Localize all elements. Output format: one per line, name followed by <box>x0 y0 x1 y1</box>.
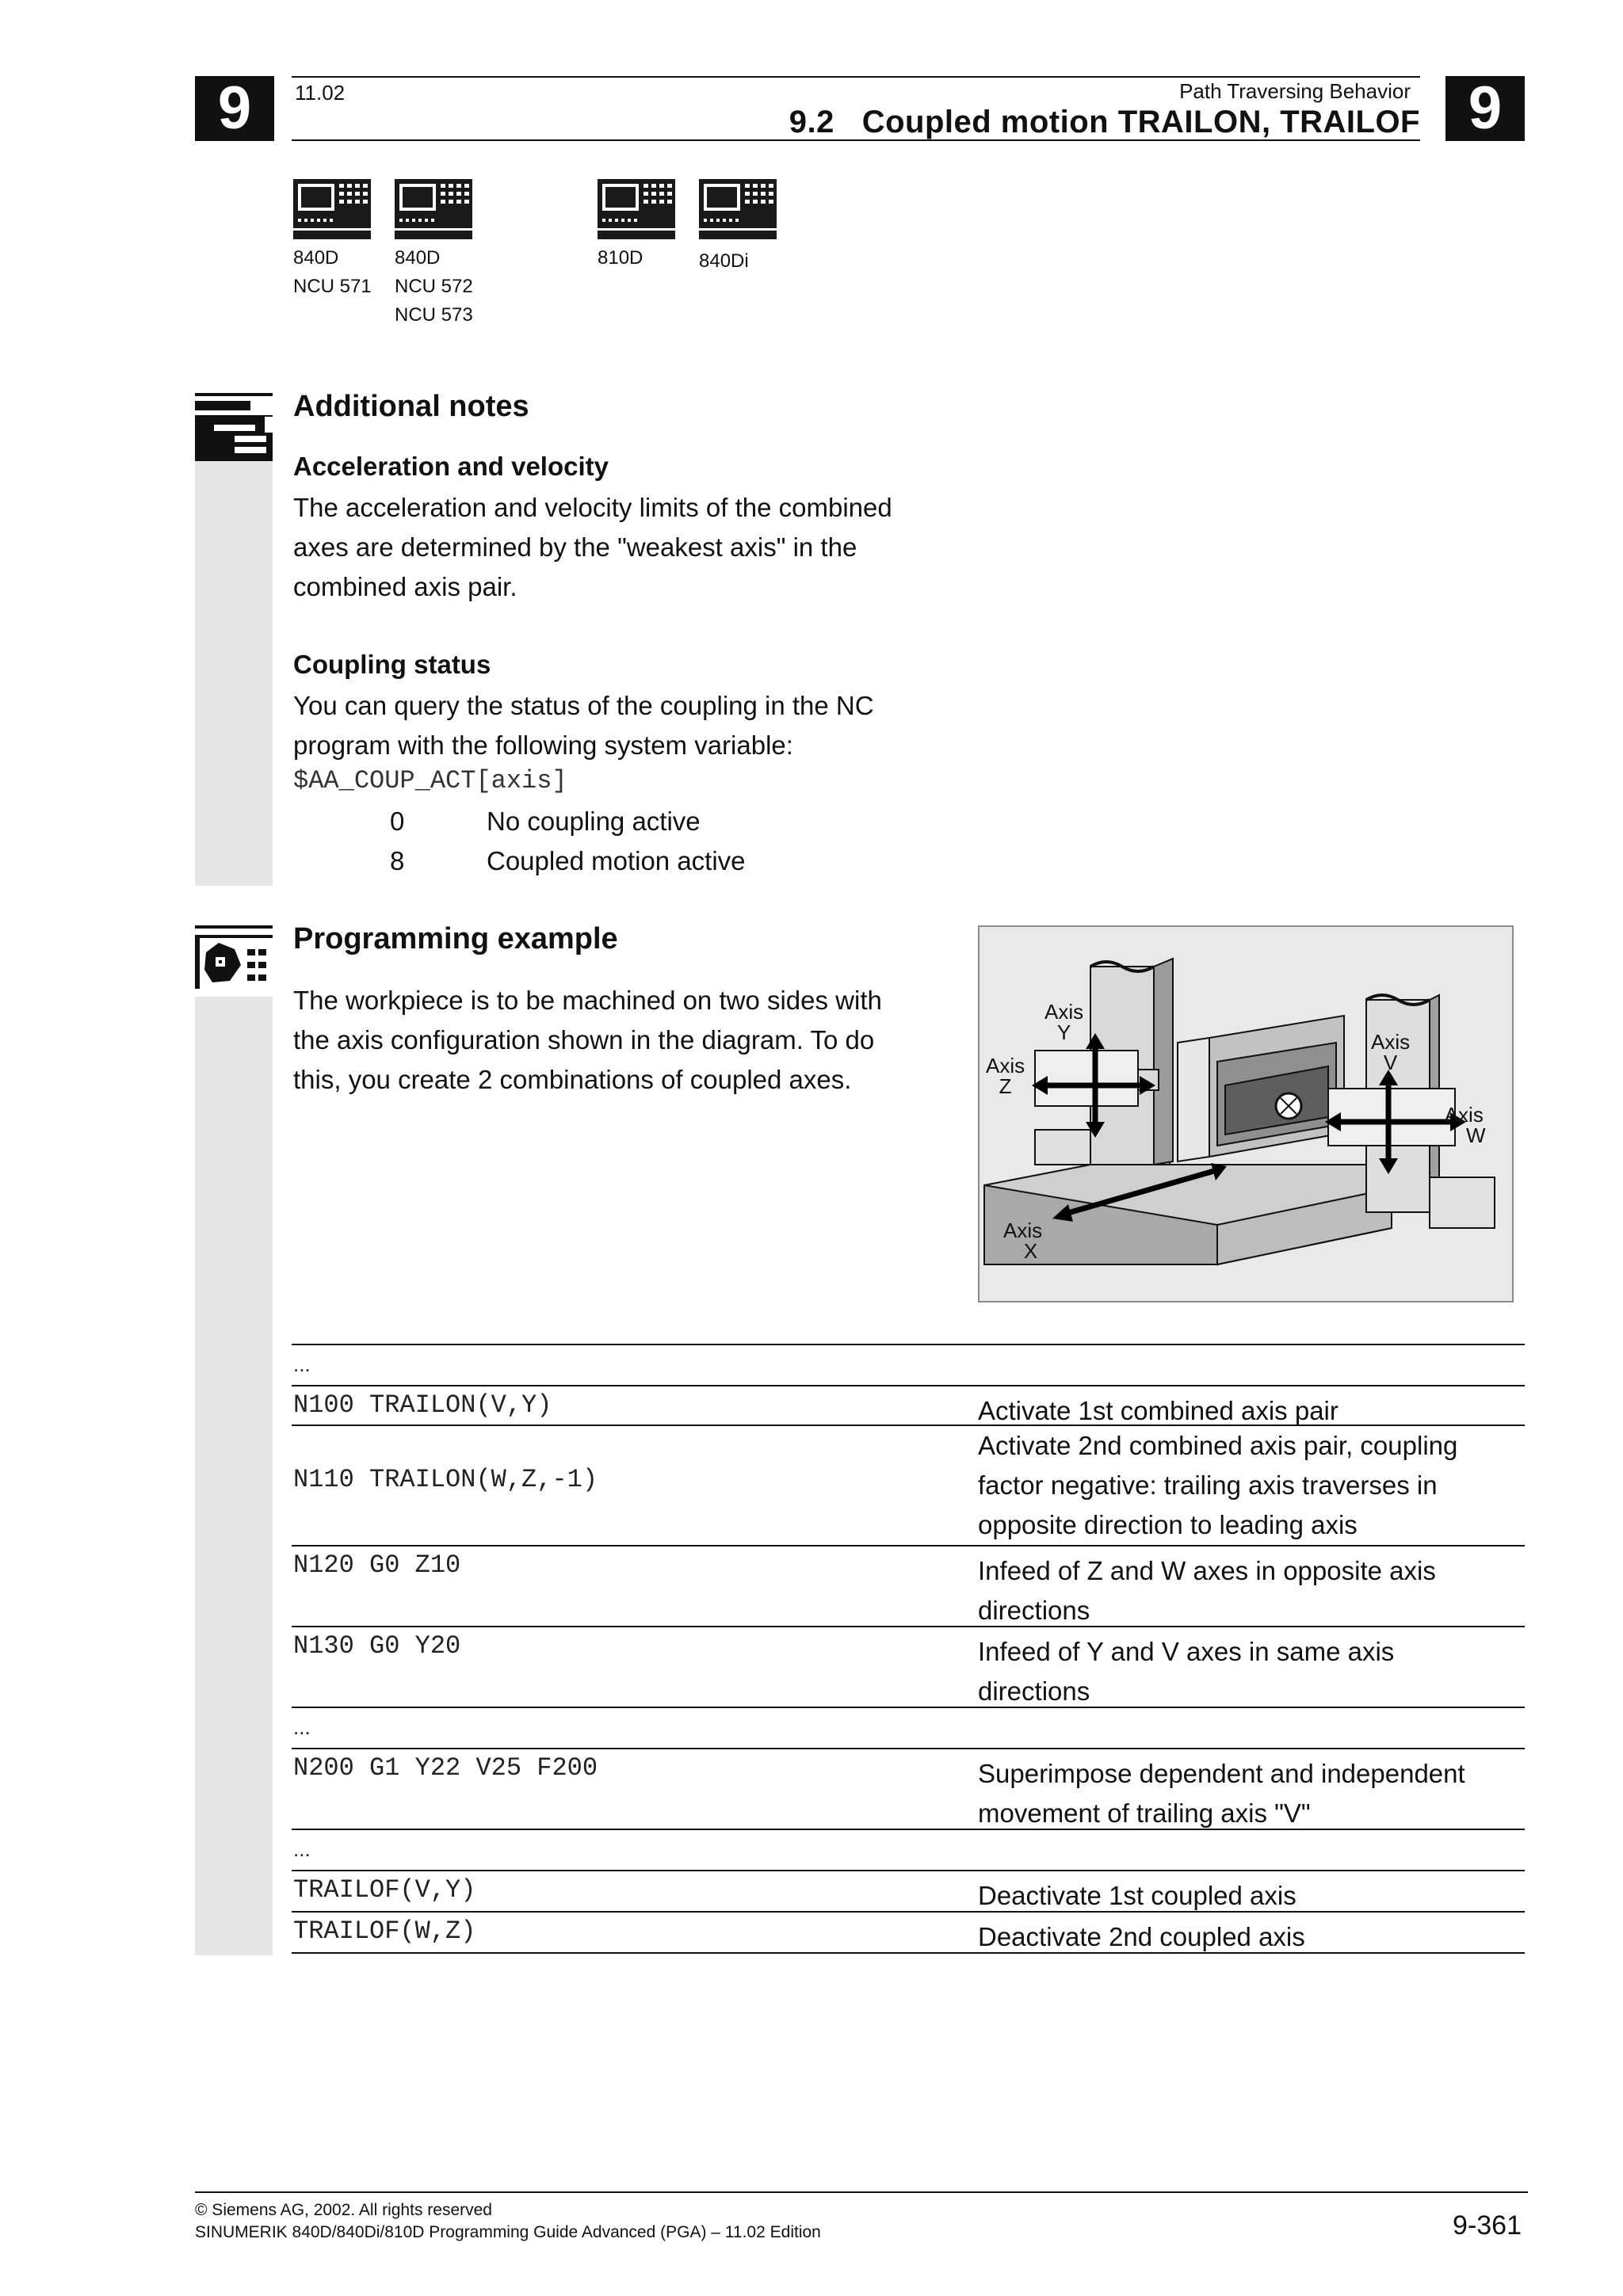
table-row-code: N120 G0 Z10 <box>293 1550 461 1580</box>
acceleration-velocity-text: The acceleration and velocity limits of the combined axes are determined by the "weakest axis" in the combined axis pair. <box>293 493 892 601</box>
hand-pointer-icon <box>195 393 273 461</box>
control-label-810d: 810D <box>598 247 643 269</box>
table-row-code: TRAILOF(W,Z) <box>293 1917 476 1946</box>
table-row-code: N200 G1 Y22 V25 F200 <box>293 1753 598 1783</box>
axis-x-label: Axis X <box>1003 1219 1043 1263</box>
footer-rule <box>195 2191 1528 2193</box>
control-panel-icon <box>293 179 371 239</box>
footer-copyright: © Siemens AG, 2002. All rights reserved <box>195 2201 492 2219</box>
axis-y-label: Axis Y <box>1044 1000 1084 1044</box>
program-icon <box>195 925 273 997</box>
programming-example-heading: Programming example <box>293 922 618 955</box>
table-row <box>292 1545 1525 1627</box>
table-bottom-rule <box>292 1952 1525 1954</box>
table-row-code: TRAILOF(V,Y) <box>293 1875 476 1905</box>
table-row-description: Infeed of Z and W axes in opposite axis directions <box>978 1556 1436 1625</box>
chapter-number-left: 9 <box>195 76 274 141</box>
table-row <box>292 1829 1525 1871</box>
chapter-number-right: 9 <box>1445 76 1525 141</box>
sidebar-example <box>195 925 273 1955</box>
status-code-0: 0 <box>390 807 405 836</box>
status-code-8: 8 <box>390 846 405 875</box>
table-row-description: Superimpose dependent and independent movement of trailing axis "V" <box>978 1759 1465 1828</box>
coupling-status-heading: Coupling status <box>293 650 491 679</box>
additional-notes-heading: Additional notes <box>293 390 529 423</box>
table-row-description: Infeed of Y and V axes in same axis directions <box>978 1637 1395 1706</box>
table-row-description: Activate 1st combined axis pair <box>978 1396 1338 1425</box>
axis-z-label: Axis Z <box>986 1054 1025 1098</box>
header-date: 11.02 <box>295 81 346 105</box>
control-label-840d-ncu571: 840D NCU 571 <box>293 247 372 297</box>
programming-example-text: The workpiece is to be machined on two sides with the axis configuration shown in the diagram. To do this, you create 2 combinations of coupled axes. <box>293 986 882 1094</box>
table-row-code: ... <box>293 1715 311 1739</box>
coupling-status-text: You can query the status of the coupling in the NC program with the following system variable: <box>293 691 874 760</box>
table-row <box>292 1911 1525 1954</box>
table-row-description: Deactivate 2nd coupled axis <box>978 1922 1305 1951</box>
status-meaning-0: No coupling active <box>487 807 701 836</box>
axis-w-label: Axis W <box>1444 1103 1486 1147</box>
table-row <box>292 1748 1525 1830</box>
section-title: Coupled motion TRAILON, TRAILOF <box>861 105 1420 139</box>
table-row-code: ... <box>293 1352 311 1376</box>
program-table <box>292 1344 1525 1962</box>
status-meaning-8: Coupled motion active <box>487 846 746 875</box>
acceleration-velocity-heading: Acceleration and velocity <box>293 452 609 481</box>
table-row-description: Deactivate 1st coupled axis <box>978 1881 1296 1910</box>
system-variable: $AA_COUP_ACT[axis] <box>293 766 567 795</box>
control-panel-icon <box>395 179 472 239</box>
axis-configuration-diagram <box>978 925 1514 1302</box>
section-number: 9.2 <box>789 105 834 139</box>
header-chapter-title: Path Traversing Behavior <box>1179 79 1411 103</box>
table-row-code: N100 TRAILON(V,Y) <box>293 1390 552 1420</box>
footer-document-title: SINUMERIK 840D/840Di/810D Programming Guide Advanced (PGA) – 11.02 Edition <box>195 2223 821 2241</box>
control-panel-icon <box>699 179 777 239</box>
control-label-840d-ncu572: 840D NCU 572 NCU 573 <box>395 247 473 326</box>
table-row-description: Activate 2nd combined axis pair, coupling factor negative: trailing axis traverses in opposite direction to leading axis <box>978 1431 1458 1539</box>
table-row <box>292 1425 1525 1547</box>
control-panel-icon <box>598 179 675 239</box>
table-row-code: N110 TRAILON(W,Z,-1) <box>293 1465 598 1494</box>
table-row <box>292 1626 1525 1708</box>
page-number: 9-361 <box>1453 2210 1522 2241</box>
axis-v-label: Axis V <box>1371 1030 1411 1074</box>
control-label-840di: 840Di <box>699 250 749 272</box>
sidebar-notes <box>195 393 273 886</box>
table-row <box>292 1385 1525 1426</box>
table-row <box>292 1870 1525 1913</box>
table-row-code: ... <box>293 1837 311 1861</box>
machine-illustration <box>980 927 1512 1301</box>
header-section-title <box>789 105 1420 140</box>
header-rule-top <box>292 76 1420 78</box>
table-row <box>292 1707 1525 1749</box>
table-row <box>292 1344 1525 1386</box>
table-row-code: N130 G0 Y20 <box>293 1631 461 1661</box>
